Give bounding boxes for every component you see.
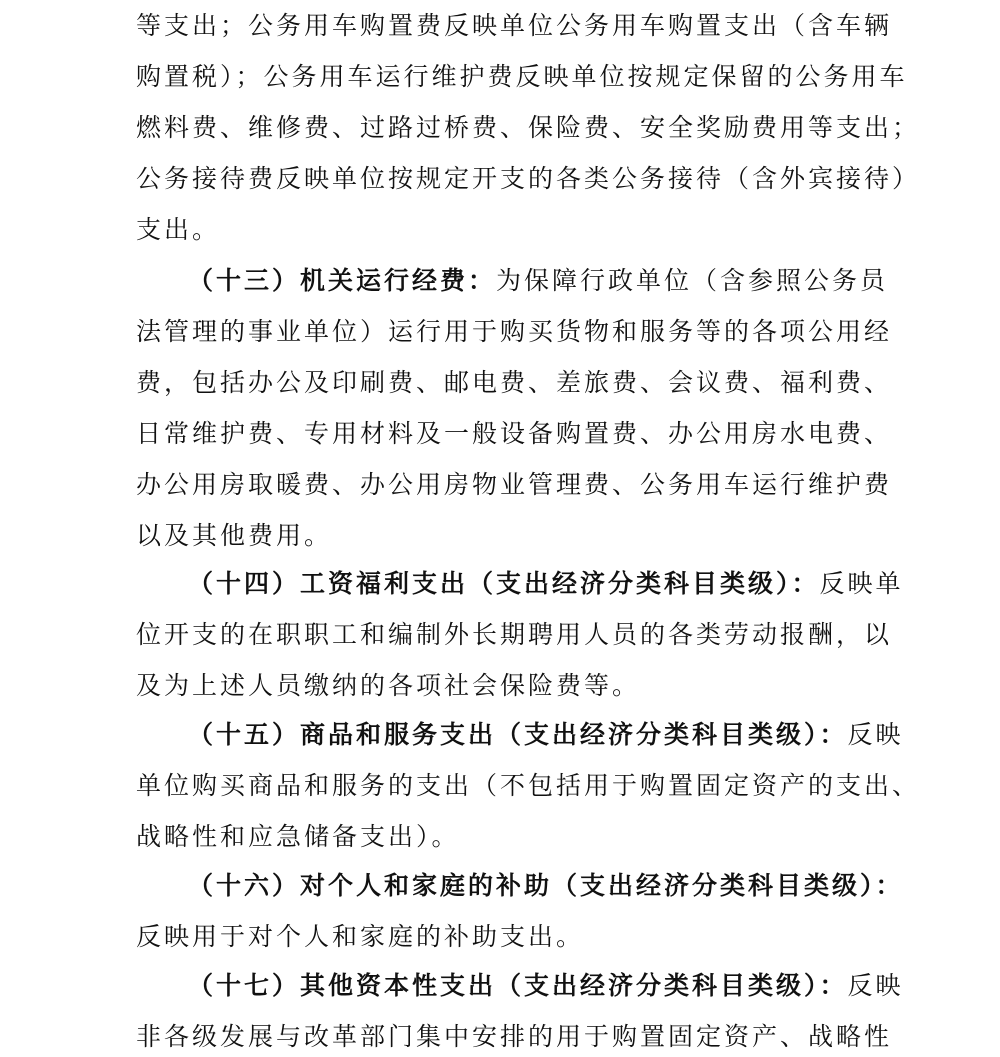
- paragraph-text: 为保障行政单位（含参照公务员: [496, 266, 889, 295]
- paragraph-first-line: [188, 564, 904, 604]
- text-line: 单位购买商品和服务的支出（不包括用于购置固定资产的支出、: [136, 771, 921, 800]
- text-line: 非各级发展与改革部门集中安排的用于购置固定资产、战略性: [136, 1022, 893, 1051]
- paragraph-heading: （十五）商品和服务支出（支出经济分类科目类级）：: [188, 720, 848, 749]
- paragraph-heading: （十三）机关运行经费：: [188, 266, 497, 295]
- paragraph-heading: （十六）对个人和家庭的补助（支出经济分类科目类级）：: [188, 871, 904, 900]
- text-line: 公务接待费反映单位按规定开支的各类公务接待（含外宾接待）: [136, 164, 921, 193]
- text-line: 等支出；公务用车购置费反映单位公务用车购置支出（含车辆: [136, 11, 893, 40]
- text-line: 购置税）；公务用车运行维护费反映单位按规定保留的公务用车: [136, 62, 908, 91]
- paragraph-text: 反映单: [819, 569, 904, 598]
- text-line: 日常维护费、专用材料及一般设备购置费、办公用房水电费、: [136, 419, 893, 448]
- paragraph-text: 反映: [847, 971, 904, 1000]
- paragraph-first-line: [188, 966, 904, 1006]
- paragraph-text: 反映: [847, 720, 904, 749]
- text-line: 燃料费、维修费、过路过桥费、保险费、安全奖励费用等支出；: [136, 113, 921, 142]
- paragraph-first-line: [188, 715, 904, 755]
- text-line: 及为上述人员缴纳的各项社会保险费等。: [136, 671, 641, 700]
- paragraph-heading: （十四）工资福利支出（支出经济分类科目类级）：: [188, 569, 820, 598]
- text-line: 法管理的事业单位）运行用于购买货物和服务等的各项公用经: [136, 317, 893, 346]
- text-line: 反映用于对个人和家庭的补助支出。: [136, 922, 585, 951]
- paragraph-first-line: [188, 866, 904, 906]
- text-line: 位开支的在职职工和编制外长期聘用人员的各类劳动报酬，以: [136, 620, 893, 649]
- paragraph-heading: （十七）其他资本性支出（支出经济分类科目类级）：: [188, 971, 848, 1000]
- text-line: 费，包括办公及印刷费、邮电费、差旅费、会议费、福利费、: [136, 368, 893, 397]
- text-line: 以及其他费用。: [136, 521, 333, 550]
- text-line: 战略性和应急储备支出）。: [136, 822, 460, 851]
- text-line: 办公用房取暖费、办公用房物业管理费、公务用车运行维护费: [136, 470, 893, 499]
- text-line: 支出。: [136, 215, 221, 244]
- paragraph-first-line: [188, 261, 888, 301]
